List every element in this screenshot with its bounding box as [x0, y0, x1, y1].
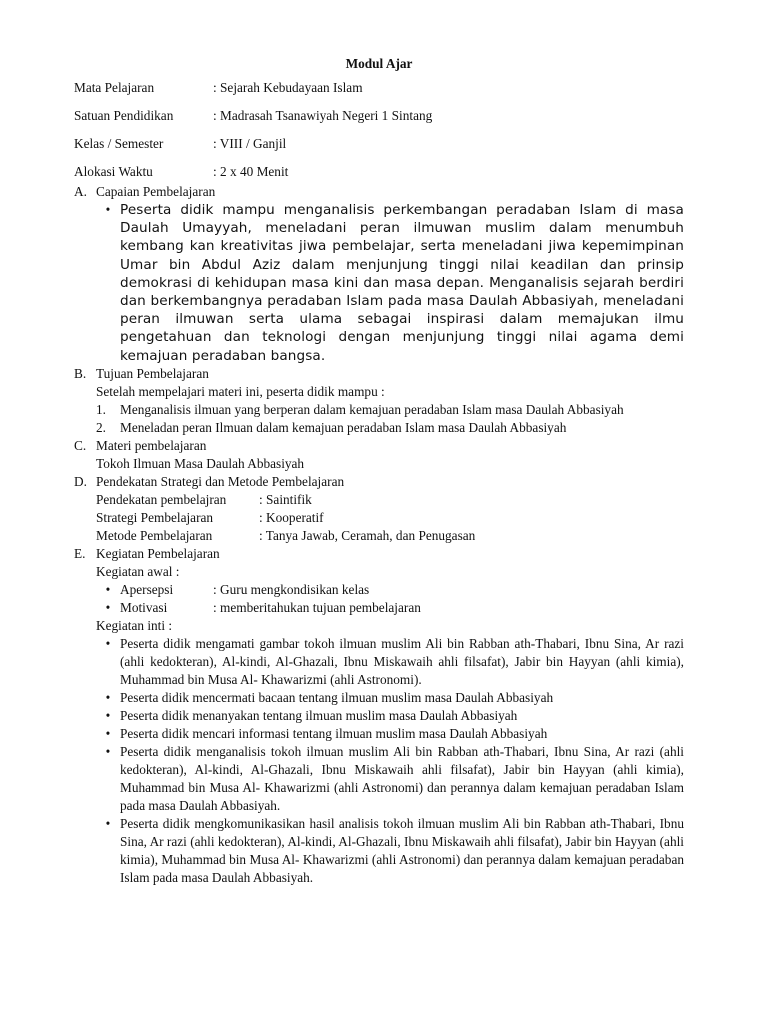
info-row-subject — [74, 79, 684, 107]
list-number: 2. — [96, 419, 106, 435]
section-d-heading — [74, 473, 684, 491]
info-value: : Sejarah Kebudayaan Islam — [213, 80, 363, 95]
section-letter: A. — [74, 184, 87, 199]
method-value: : Saintifik — [259, 491, 312, 507]
method-row — [96, 509, 684, 527]
section-c-body: Tokoh Ilmuan Masa Daulah Abbasiyah — [96, 455, 305, 471]
awal-label: Motivasi — [120, 599, 168, 615]
section-c-heading — [74, 437, 684, 455]
list-item — [96, 599, 684, 617]
inti-text: Peserta didik mencermati bacaan tentang ilmuan muslim masa Daulah Abbasiyah — [120, 689, 554, 705]
info-row-school — [74, 107, 684, 135]
section-e-heading — [74, 545, 684, 563]
list-item — [96, 581, 684, 599]
list-item — [96, 707, 684, 725]
method-label: Strategi Pembelajaran — [96, 509, 214, 525]
awal-value: : Guru mengkondisikan kelas — [213, 581, 370, 597]
info-row-class — [74, 135, 684, 163]
method-row — [96, 527, 684, 545]
bullet-icon: • — [105, 815, 111, 831]
capaian-text: Peserta didik mampu menganalisis perkembangan peradaban Islam di masa Daulah Umayyah, meneladani peran ilmuwan muslim dalam menumbuh kembang kan kreativitas jiwa pembelajar, serta meneladani jiwa kepemimpinan Umar bin Abdul Aziz dalam menjunjung tinggi nilai keadilan dan prinsip demokrasi di kehidupan masa kini dan masa depan. Menganalisis sejarah berdiri dan berkembangnya peradaban Islam pada masa Daulah Abbasiyah, meneladani peran ilmuwan serta ulama sebagai inspirasi dalam memajukan ilmu pengetahuan dan teknologi dengan menjunjung tinggi nilai agama demi kemajuan peradaban bangsa. — [120, 202, 684, 364]
list-item — [96, 725, 684, 743]
info-value: : 2 x 40 Menit — [213, 164, 289, 179]
section-a-body — [74, 201, 684, 365]
inti-text: Peserta didik menganalisis tokoh ilmuan muslim Ali bin Rabban ath-Thabari, Ibnu Sina, Ar razi (ahli kedokteran), Al-kindi, Al-Ghazali, Ibnu Miskawaih ahli filsafat), Jabir bin Hayyan (ahli kimia), Muhammad bin Musa Al- Khawarizmi (ahli Astronomi) dan perannya dalam kemajuan peradaban Islam pada masa Daulah Abbasiyah. — [120, 743, 684, 813]
awal-value: : memberitahukan tujuan pembelajaran — [213, 599, 421, 615]
bullet-icon: • — [105, 743, 111, 759]
bullet-icon: • — [105, 581, 111, 597]
section-e-body — [74, 563, 684, 887]
awal-label: Apersepsi — [120, 581, 174, 597]
method-value: : Kooperatif — [259, 509, 324, 525]
kegiatan-awal-label: Kegiatan awal : — [96, 563, 180, 579]
section-d-body — [74, 491, 684, 545]
list-number: 1. — [96, 401, 106, 417]
inti-text: Peserta didik mencari informasi tentang ilmuan muslim masa Daulah Abbasiyah — [120, 725, 548, 741]
kegiatan-inti-label: Kegiatan inti : — [96, 617, 173, 633]
section-letter: C. — [74, 437, 87, 453]
inti-text: Peserta didik mengkomunikasikan hasil analisis tokoh ilmuan muslim Ali bin Rabban ath-Thabari, Ibnu Sina, Ar razi (ahli kedokteran), Al-kindi, Al-Ghazali, Ibnu Miskawaih ahli filsafat), Jabir bin Hayyan (ahli kimia), Muhammad bin Musa Al- Khawarizmi (ahli Astronomi) dan perannya dalam kemajuan peradaban Islam pada masa Daulah Abbasiyah. — [120, 815, 684, 885]
section-b-heading — [74, 365, 684, 383]
list-item — [96, 401, 684, 419]
method-value: : Tanya Jawab, Ceramah, dan Penugasan — [259, 527, 476, 543]
list-item — [96, 743, 684, 815]
bullet-icon: • — [105, 599, 111, 615]
info-label: Mata Pelajaran — [74, 80, 155, 95]
bullet-icon: • — [105, 725, 111, 741]
section-title: Kegiatan Pembelajaran — [96, 545, 220, 561]
info-label: Alokasi Waktu — [74, 164, 153, 179]
bullet-icon: • — [105, 707, 111, 723]
section-letter: D. — [74, 473, 87, 489]
method-label: Pendekatan pembelajran — [96, 491, 227, 507]
info-value: : Madrasah Tsanawiyah Negeri 1 Sintang — [213, 108, 433, 123]
info-label: Satuan Pendidikan — [74, 108, 174, 123]
list-text: Menganalisis ilmuan yang berperan dalam kemajuan peradaban Islam masa Daulah Abbasiyah — [120, 401, 624, 417]
info-label: Kelas / Semester — [74, 136, 164, 151]
section-title: Materi pembelajaran — [96, 437, 207, 453]
method-label: Metode Pembelajaran — [96, 527, 213, 543]
section-intro: Setelah mempelajari materi ini, peserta didik mampu : — [96, 383, 385, 399]
list-item — [96, 689, 684, 707]
section-letter: B. — [74, 365, 87, 381]
info-block — [74, 79, 684, 183]
list-item — [96, 419, 684, 437]
inti-text: Peserta didik mengamati gambar tokoh ilmuan muslim Ali bin Rabban ath-Thabari, Ibnu Sina, Ar razi (ahli kedokteran), Al-kindi, Al-Ghazali, Ibnu Miskawaih ahli filsafat), Jabir bin Hayyan (ahli kimia), Muhammad bin Musa Al- Khawarizmi (ahli Astronomi). — [120, 635, 684, 687]
list-item — [96, 201, 684, 365]
list-text: Meneladan peran Ilmuan dalam kemajuan peradaban Islam masa Daulah Abbasiyah — [120, 419, 567, 435]
info-row-time — [74, 163, 684, 183]
document-title: Modul Ajar — [345, 56, 413, 71]
bullet-icon: • — [105, 202, 111, 217]
list-item — [96, 635, 684, 689]
bullet-icon: • — [105, 635, 111, 651]
section-title: Tujuan Pembelajaran — [96, 365, 209, 381]
section-a-heading — [74, 183, 684, 201]
section-letter: E. — [74, 545, 86, 561]
section-b-body — [74, 383, 684, 437]
list-item — [96, 815, 684, 887]
info-value: : VIII / Ganjil — [213, 136, 287, 151]
section-title: Pendekatan Strategi dan Metode Pembelajaran — [96, 473, 345, 489]
method-row — [96, 491, 684, 509]
section-title: Capaian Pembelajaran — [96, 184, 216, 199]
inti-text: Peserta didik menanyakan tentang ilmuan muslim masa Daulah Abbasiyah — [120, 707, 518, 723]
bullet-icon: • — [105, 689, 111, 705]
